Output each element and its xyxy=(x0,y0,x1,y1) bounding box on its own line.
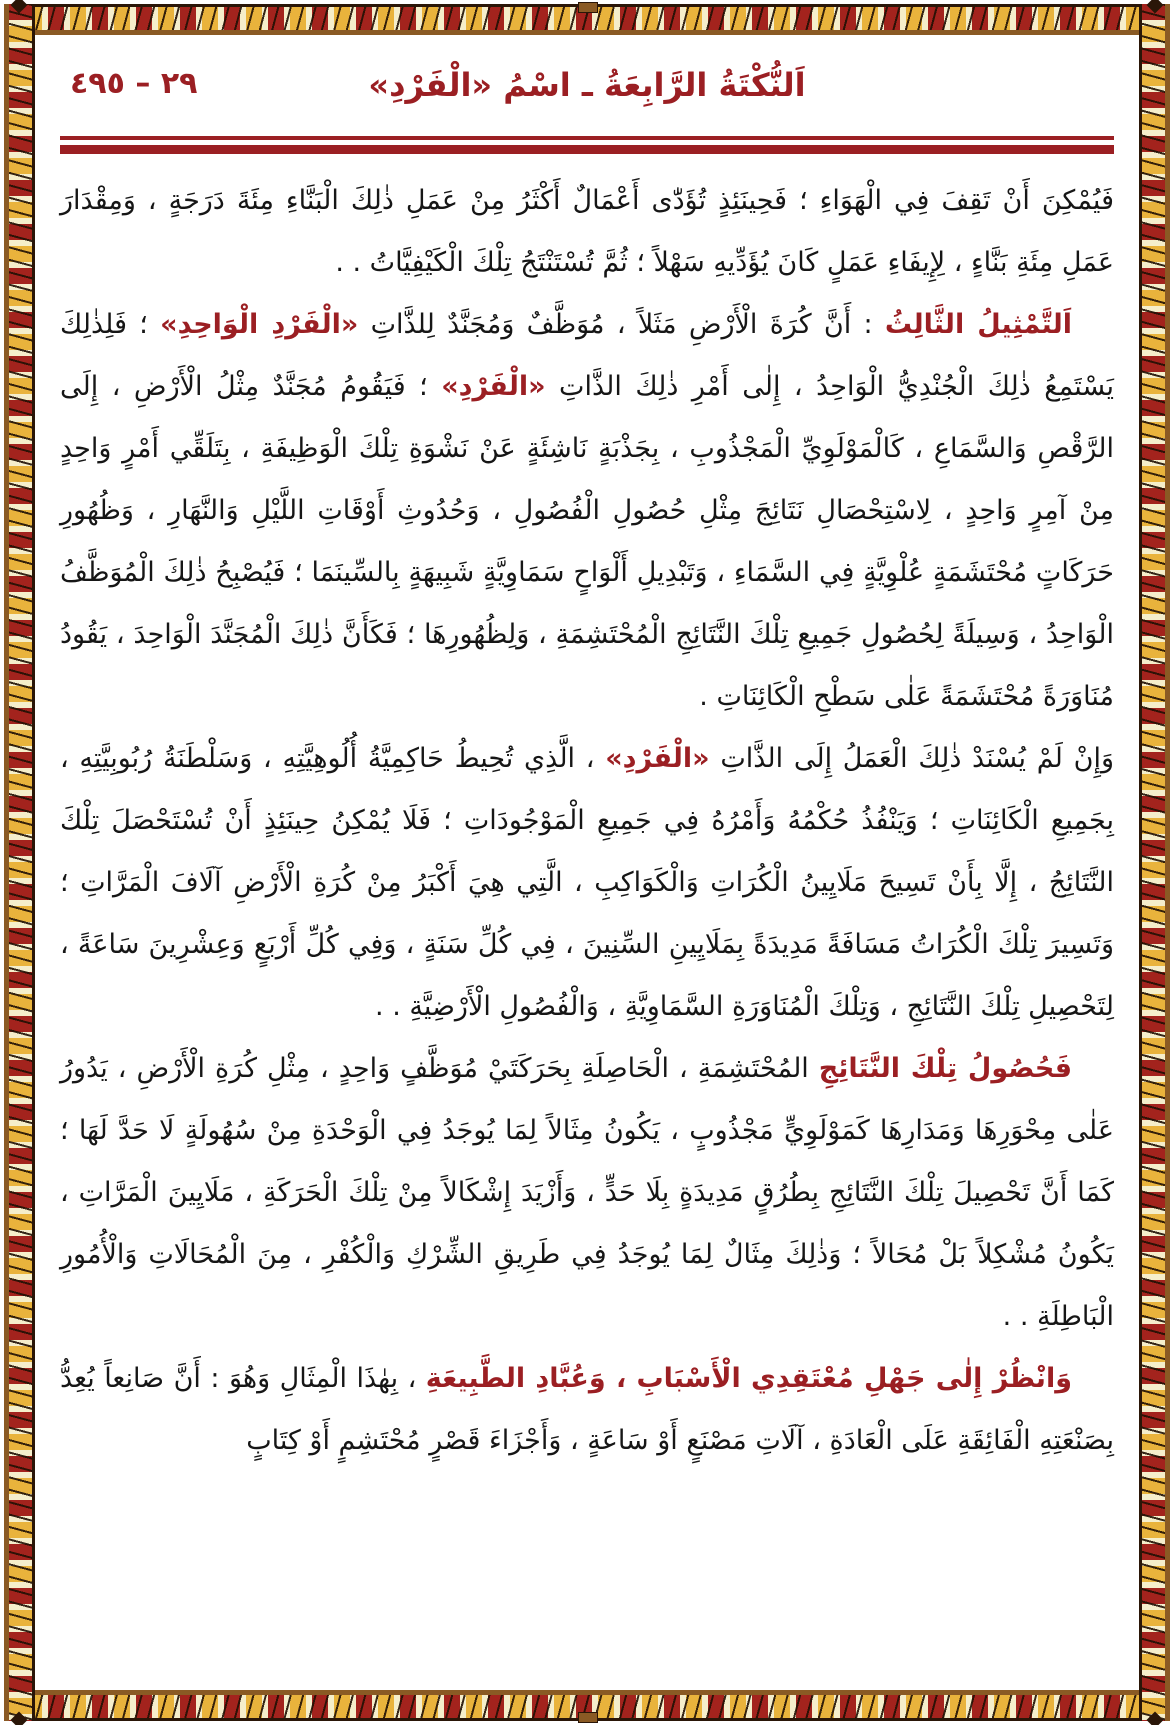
frame-inner-line xyxy=(4,4,9,1721)
divider-thick-line xyxy=(60,145,1114,154)
text-segment: ؛ فَلِذٰلِكَ يَسْتَمِعُ ذٰلِكَ الْجُنْدِيُّ الْوَاحِدُ ، إِلٰى أَمْرِ ذٰلِكَ الذَّاتِ xyxy=(60,309,1114,402)
frame-chain-pattern xyxy=(1142,4,1165,1721)
header-divider xyxy=(60,136,1114,154)
body-text xyxy=(60,170,1114,1472)
page-content xyxy=(38,38,1136,1687)
paragraph xyxy=(60,728,1114,1038)
frame-border-left xyxy=(4,4,35,1721)
text-segment: فَيُمْكِنَ أَنْ تَقِفَ فِي الْهَوَاءِ ؛ فَحِينَئِذٍ تُؤَدّٰى أَعْمَالٌ أَكْثَرُ مِنْ عَمَلِ ذٰلِكَ الْبَنَّاءِ مِئَةَ دَرَجَةٍ ، وَمِقْدَارَ عَمَلِ مِئَةِ بَنَّاءٍ ، لِإِيفَاءِ عَمَلٍ كَانَ يُؤَدِّيهِ سَهْلاً ؛ ثُمَّ تُسْتَنْتَجُ تِلْكَ الْكَيْفِيَّاتُ . . xyxy=(60,185,1114,278)
emphasis-segment: «الْفَرْدِ الْوَاحِدِ» xyxy=(160,309,359,340)
emphasis-segment: وَانْظُرْ إِلٰى جَهْلِ مُعْتَقِدِي الْأَسْبَابِ ، وَعُبَّادِ الطَّبِيعَةِ xyxy=(425,1363,1072,1394)
frame-chain-pattern xyxy=(9,4,32,1721)
text-segment: المُحْتَشِمَةِ ، الْحَاصِلَةِ بِحَرَكَتَيْ مُوَظَّفٍ وَاحِدٍ ، مِثْلِ كُرَةِ الْأَرْضِ ، يَدُورُ عَلٰى مِحْوَرِهَا وَمَدَارِهَا كَمَوْلَوِيٍّ مَجْذُوبٍ ، يَكُونُ مِثَالاً لِمَا يُوجَدُ فِي الْوَحْدَةِ مِنْ سُهُولَةٍ لَا حَدَّ لَهَا ؛ كَمَا أَنَّ تَحْصِيلَ تِلْكَ النَّتَائِجِ بِطُرُقٍ مَدِيدَةٍ بِلَا حَدٍّ ، وَأَزْيَدَ إِشْكَالاً مِنْ تِلْكَ الْحَرَكَةِ ، مَلَايِينَ الْمَرَّاتِ ، يَكُونُ مُشْكِلاً بَلْ مُحَالاً ؛ وَذٰلِكَ مِثَالٌ لِمَا يُوجَدُ فِي طَرِيقِ الشِّرْكِ وَالْكُفْرِ ، مِنَ الْمُحَالَاتِ وَالْأُمُورِ الْبَاطِلَةِ . . xyxy=(60,1053,1114,1332)
frame-outer-line xyxy=(32,4,35,1721)
emphasis-segment: فَحُصُولُ تِلْكَ النَّتَائِجِ xyxy=(818,1053,1072,1084)
frame-midpoint-knob xyxy=(578,1712,598,1723)
paragraph xyxy=(60,1038,1114,1348)
emphasis-segment: «الْفَرْدِ» xyxy=(441,371,546,402)
page-number: ٢٩ – ٤٩٥ xyxy=(70,66,198,101)
paragraph xyxy=(60,294,1114,728)
frame-midpoint-knob xyxy=(578,2,598,13)
frame-inner-line xyxy=(1165,4,1170,1721)
text-segment: ؛ فَيَقُومُ مُجَنَّدٌ مِثْلُ الْأَرْضِ ، إِلَى الرَّقْصِ وَالسَّمَاعِ ، كَالْمَوْلَوِيِّ الْمَجْذُوبِ ، بِجَذْبَةٍ نَاشِئَةٍ عَنْ نَشْوَةِ تِلْكَ الْوَظِيفَةِ ، بِتَلَقِّي أَمْرٍ وَاحِدٍ مِنْ آمِرٍ وَاحِدٍ ، لِاسْتِحْصَالِ نَتَائِجَ مِثْلِ حُصُولِ الْفُصُولِ ، وَحُدُوثِ أَوْقَاتِ اللَّيْلِ وَالنَّهَارِ ، وَظُهُورِ حَرَكَاتٍ مُحْتَشَمَةٍ عُلْوِيَّةٍ فِي السَّمَاءِ ، وَتَبْدِيلِ أَلْوَاحٍ سَمَاوِيَّةٍ شَبِيهَةٍ بِالسِّينَمَا ؛ فَيُصْبِحُ ذٰلِكَ الْمُوَظَّفُ الْوَاحِدُ ، وَسِيلَةً لِحُصُولِ جَمِيعِ تِلْكَ النَّتَائِجِ الْمُحْتَشِمَةِ ، وَلِظُهُورِهَا ؛ فَكَأَنَّ ذٰلِكَ الْمُجَنَّدَ الْوَاحِدَ ، يَقُودُ مُنَاوَرَةً مُحْتَشَمَةً عَلٰى سَطْحِ الْكَائِنَاتِ . xyxy=(60,371,1114,712)
text-segment: ، بِهٰذَا الْمِثَالِ وَهُوَ : أَنَّ صَانِعاً يُعِدُّ بِصَنْعَتِهِ الْفَائِقَةِ عَلَى الْعَادَةِ ، آلَاتِ مَصْنَعٍ أَوْ سَاعَةٍ ، وَأَجْزَاءَ قَصْرٍ مُحْتَشِمٍ أَوْ كِتَابٍ xyxy=(60,1363,1114,1456)
text-segment: ، الَّذِي تُحِيطُ حَاكِمِيَّةُ أُلُوهِيَّتِهِ ، وَسَلْطَنَةُ رُبُوبِيَّتِهِ ، بِجَمِيعِ الْكَائِنَاتِ ؛ وَيَنْفُذُ حُكْمُهُ وَأَمْرُهُ فِي جَمِيعِ الْمَوْجُودَاتِ ؛ فَلَا يُمْكِنُ حِينَئِذٍ أَنْ تُسْتَحْصَلَ تِلْكَ النَّتَائِجُ ، إِلَّا بِأَنْ تَسِيحَ مَلَايِينُ الْكُرَاتِ وَالْكَوَاكِبِ ، الَّتِي هِيَ أَكْبَرُ مِنْ كُرَةِ الْأَرْضِ آلَافَ الْمَرَّاتِ ؛ وَتَسِيرَ تِلْكَ الْكُرَاتُ مَسَافَةً مَدِيدَةً بِمَلَايِينِ السِّنِينَ ، فِي كُلِّ سَنَةٍ ، وَفِي كُلِّ أَرْبَعٍ وَعِشْرِينَ سَاعَةً ، لِتَحْصِيلِ تِلْكَ النَّتَائِجِ ، وَتِلْكَ الْمُنَاوَرَةِ السَّمَاوِيَّةِ ، وَالْفُصُولِ الْأَرْضِيَّةِ . . xyxy=(60,743,1114,1022)
text-segment: : أَنَّ كُرَةَ الْأَرْضِ مَثَلاً ، مُوَظَّفٌ وَمُجَنَّدٌ لِلذَّاتِ xyxy=(358,309,885,340)
emphasis-segment: اَلتَّمْثِيلُ الثَّالِثُ xyxy=(884,309,1072,340)
page-title: اَلنُّكْتَةُ الرَّابِعَةُ ـ اسْمُ «الْفَرْدِ» xyxy=(368,66,806,104)
paragraph xyxy=(60,170,1114,294)
frame-inner-line xyxy=(4,30,1170,35)
paragraph xyxy=(60,1348,1114,1472)
page-header xyxy=(60,66,1114,122)
emphasis-segment: «الْفَرْدِ» xyxy=(605,743,710,774)
frame-outer-line xyxy=(1139,4,1142,1721)
text-segment: وَإِنْ لَمْ يُسْنَدْ ذٰلِكَ الْعَمَلُ إِلَى الذَّاتِ xyxy=(709,743,1114,774)
frame-border-right xyxy=(1139,4,1170,1721)
